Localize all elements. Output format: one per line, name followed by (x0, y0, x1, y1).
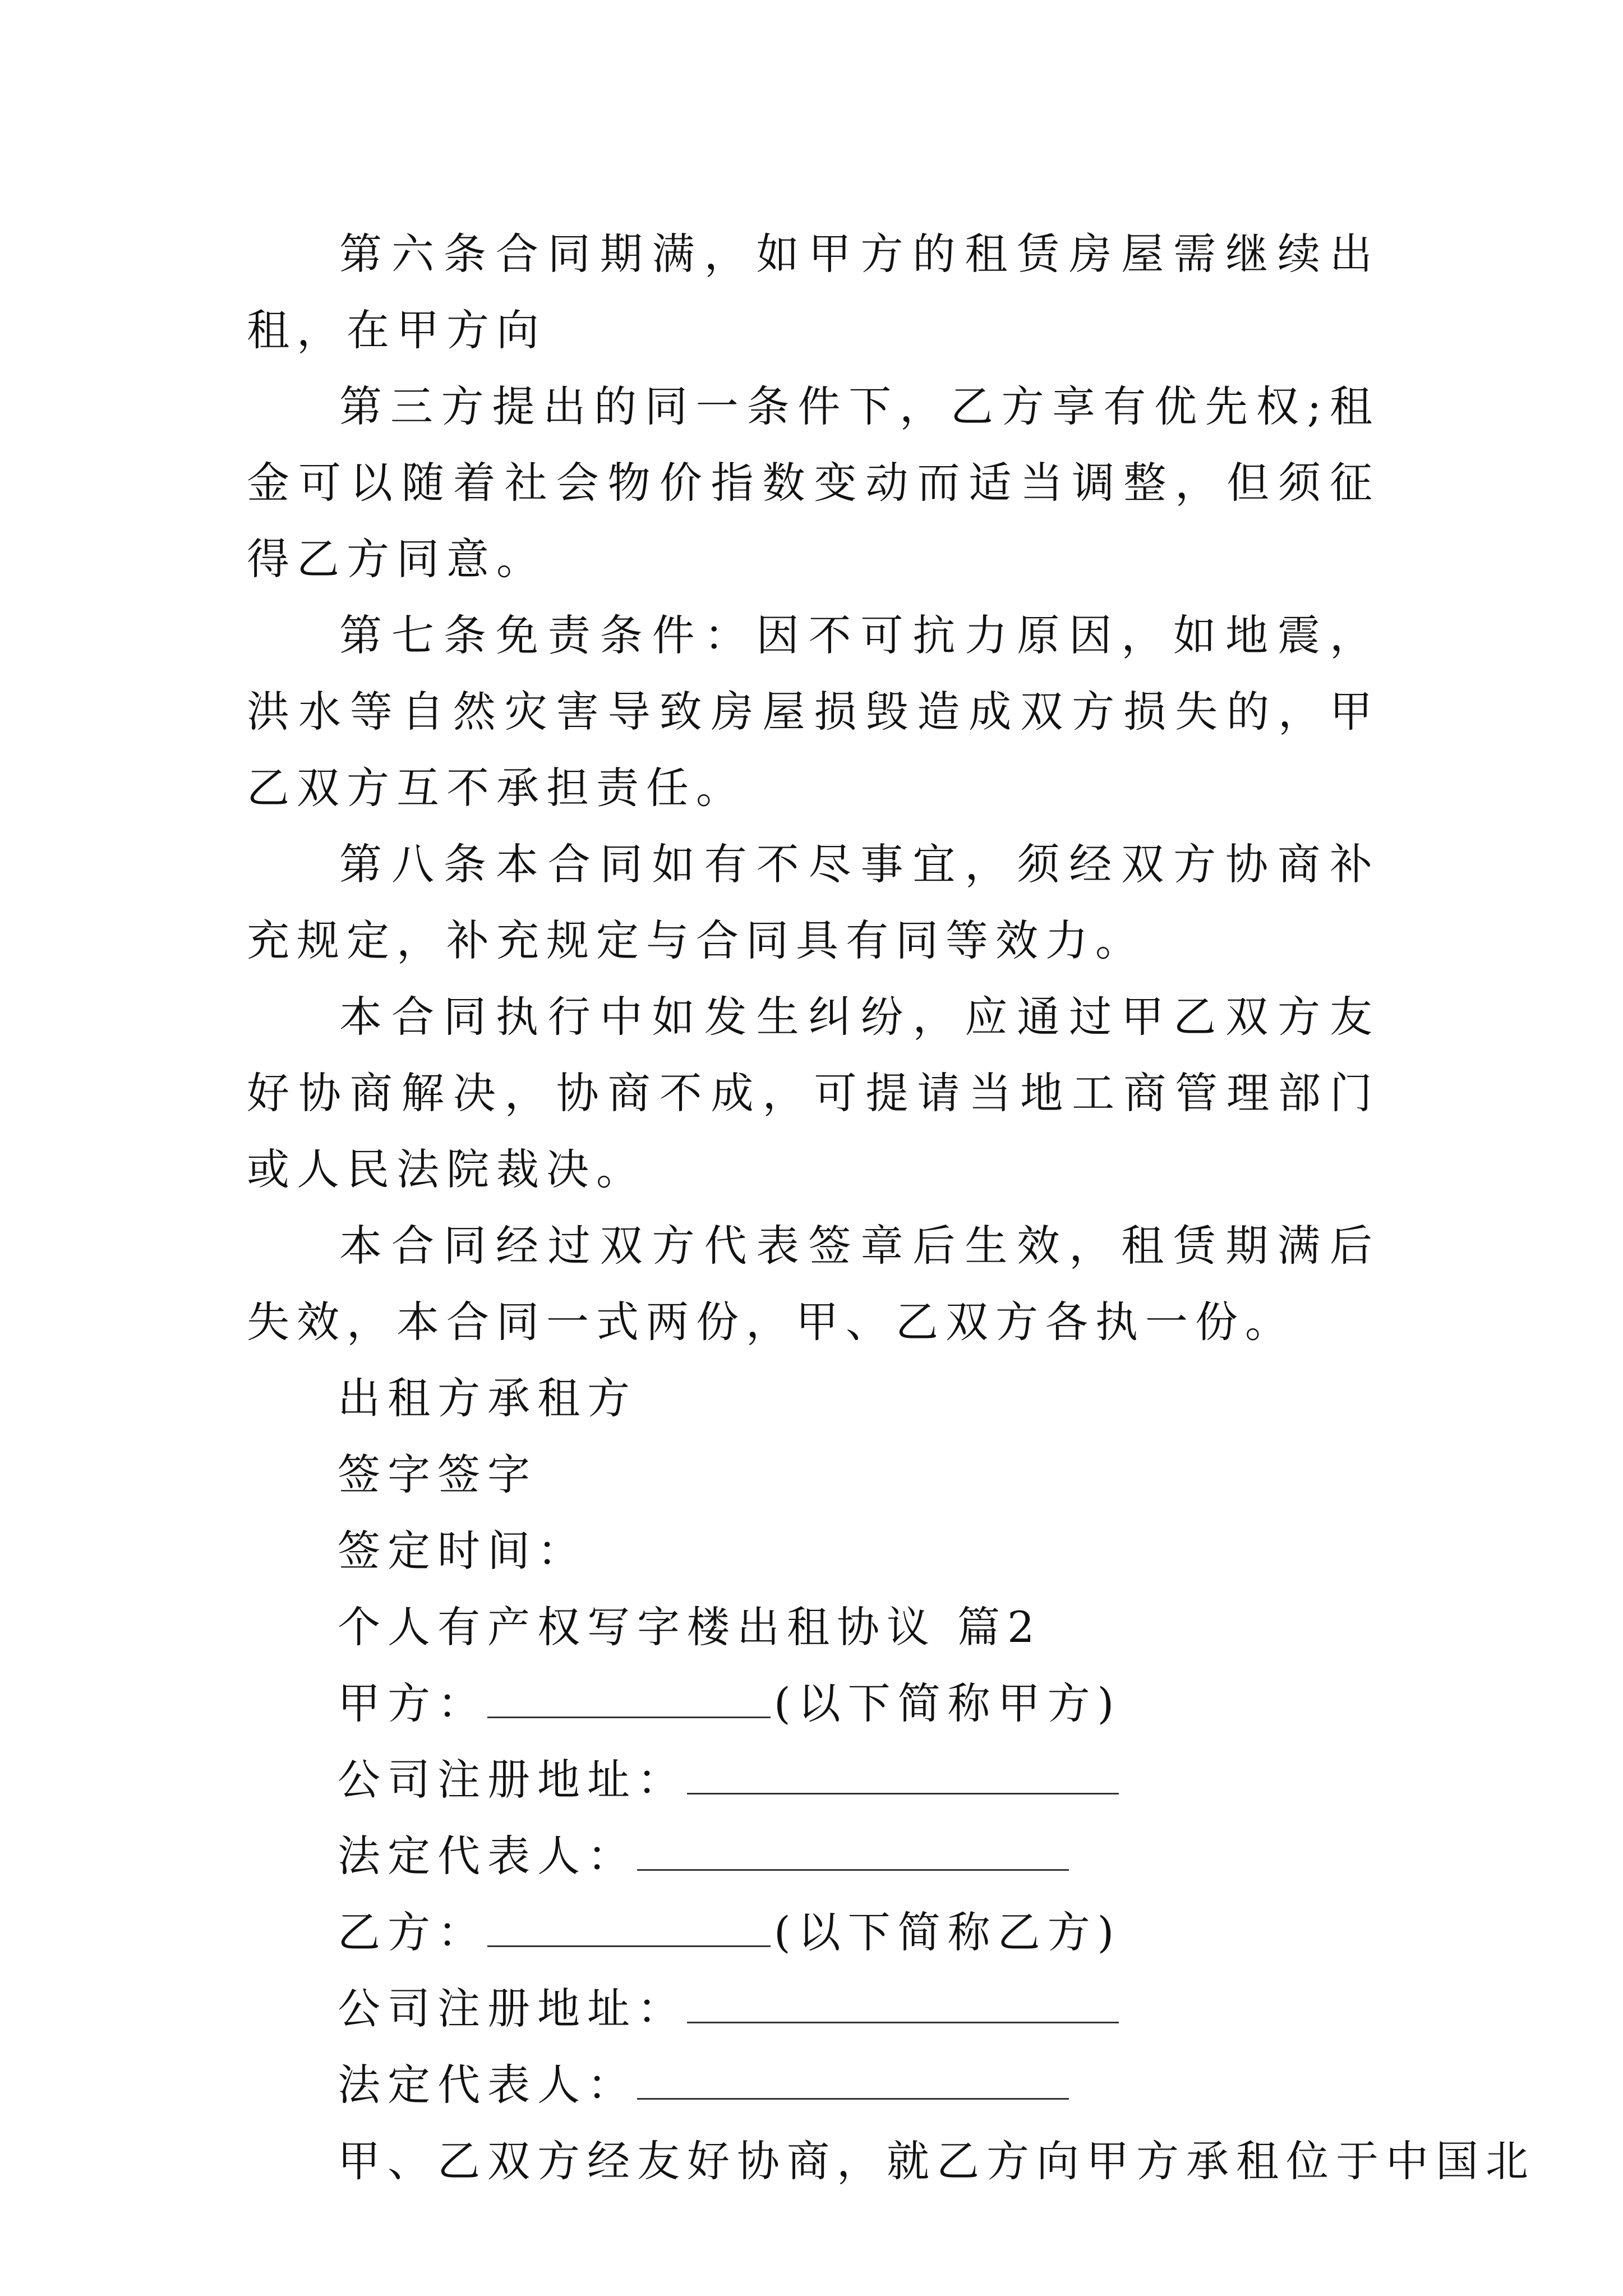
party-a-address-blank (687, 1759, 1119, 1795)
signature-sign: 签字签字 (338, 1450, 537, 1499)
party-b-address-line (247, 1971, 1380, 2047)
party-b-rep-label: 法定代表人： (338, 2060, 637, 2110)
signature-parties: 出租方承租方 (338, 1373, 637, 1423)
section-title: 个人有产权写字楼出租协议 篇2 (338, 1602, 1042, 1652)
paragraph-article-7: 第七条免责条件：因不可抗力原因，如地震，洪水等自然灾害导致房屋损毁造成双方损失的，甲乙双方互不承担责任。 (247, 610, 1380, 813)
paragraph-effect: 本合同经过双方代表签章后生效，租赁期满后失效，本合同一式两份，甲、乙双方各执一份。 (247, 1221, 1380, 1347)
party-b-rep-blank (637, 2064, 1069, 2100)
party-b-address-blank (687, 1988, 1119, 2023)
party-b-rep-line (247, 2047, 1380, 2123)
party-b-label: 乙方： (338, 1907, 487, 1957)
party-b-suffix: (以下简称乙方) (774, 1907, 1122, 1957)
party-a-rep-line (247, 1818, 1380, 1894)
paragraph-article-6: 第六条合同期满，如甲方的租赁房屋需继续出租，在甲方向 (247, 229, 1380, 355)
party-a-line (247, 1665, 1380, 1742)
party-a-rep-blank (637, 1835, 1069, 1871)
party-a-address-line (247, 1742, 1380, 1818)
party-a-blank (487, 1683, 771, 1718)
closing-line: 甲、乙双方经友好协商，就乙方向甲方承租位于中国北 (338, 2136, 1536, 2186)
paragraph-dispute: 本合同执行中如发生纠纷，应通过甲乙双方友好协商解决，协商不成，可提请当地工商管理部门或人民法院裁决。 (247, 992, 1380, 1194)
party-a-suffix: (以下简称甲方) (774, 1678, 1122, 1728)
party-b-line (247, 1894, 1380, 1971)
paragraph-article-8: 第八条本合同如有不尽事宜，须经双方协商补充规定，补充规定与合同具有同等效力。 (247, 839, 1380, 965)
document-body (247, 216, 1536, 2200)
party-a-rep-label: 法定代表人： (338, 1831, 637, 1881)
party-a-label: 甲方： (338, 1678, 487, 1728)
party-b-blank (487, 1912, 771, 1947)
party-b-address-label: 公司注册地址： (338, 1984, 687, 2033)
signature-date: 签定时间： (338, 1526, 587, 1576)
paragraph-article-6-cont: 第三方提出的同一条件下，乙方享有优先权;租金可以随着社会物价指数变动而适当调整，但须征得乙方同意。 (247, 381, 1380, 584)
party-a-address-label: 公司注册地址： (338, 1755, 687, 1805)
